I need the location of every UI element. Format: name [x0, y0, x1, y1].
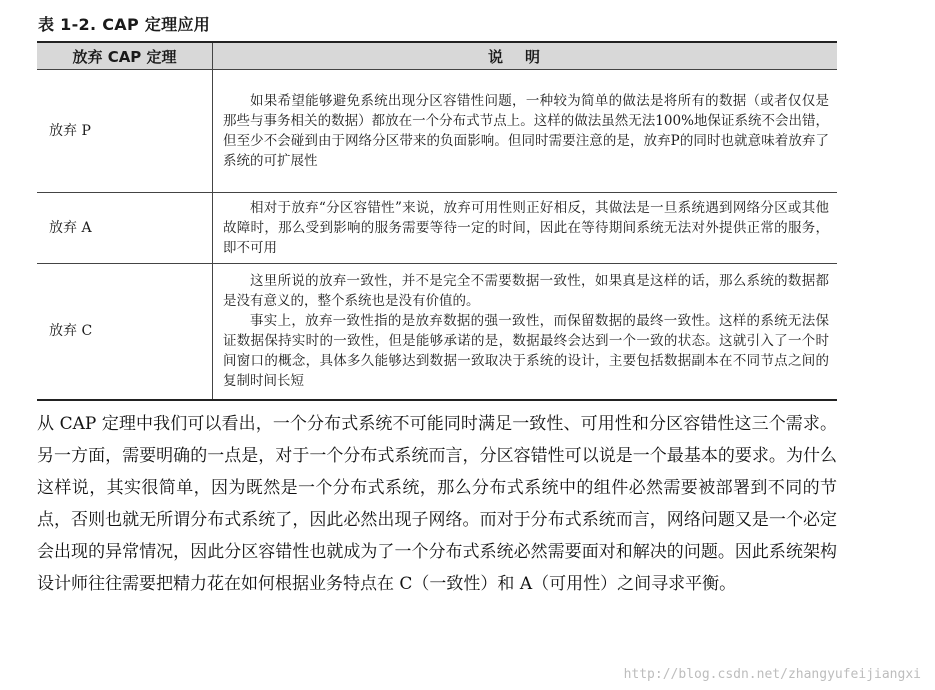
table-row — [37, 264, 837, 400]
body-paragraph: 从 CAP 定理中我们可以看出，一个分布式系统不可能同时满足一致性、可用性和分区容错性这三个需求。另一方面，需要明确的一点是，对于一个分布式系统而言，分区容错性可以说是一个最基本的要求。为什么这样说，其实很简单，因为既然是一个分布式系统，那么分布式系统中的组件必然需要被部署到不同的节点，否则也就无所谓分布式系统了，因此必然出现子网络。而对于分布式系统而言，网络问题又是一个必定会出现的异常情况，因此分区容错性也就成为了一个分布式系统必然需要面对和解决的问题。因此系统架构设计师往往需要把精力花在如何根据业务特点在 C（一致性）和 A（可用性）之间寻求平衡。 — [37, 414, 837, 594]
table-header-row — [37, 42, 837, 70]
row-desc-p — [213, 70, 838, 193]
desc-paragraph: 如果希望能够避免系统出现分区容错性问题，一种较为简单的做法是将所有的数据（或者仅仅是那些与事务相关的数据）都放在一个分布式节点上。这样的做法虽然无法100%地保证系统不会出错，但至少不会碰到由于网络分区带来的负面影响。但同时需要注意的是，放弃P的同时也就意味着放弃了系统的可扩展性 — [223, 93, 829, 169]
header-give-up: 放弃 CAP 定理 — [37, 42, 213, 70]
desc-paragraph: 事实上，放弃一致性指的是放弃数据的强一致性，而保留数据的最终一致性。这样的系统无法保证数据保持实时的一致性，但是能够承诺的是，数据最终会达到一个一致的状态。这就引入了一个时间窗口的概念，具体多久能够达到数据一致取决于系统的设计，主要包括数据副本在不同节点之间的复制时间长短 — [223, 313, 829, 390]
cap-table-container — [37, 41, 837, 401]
table-caption: 表 1-2. CAP 定理应用 — [38, 15, 211, 34]
header-description: 说明 — [213, 42, 838, 70]
cap-table — [37, 41, 837, 401]
table-row — [37, 70, 837, 193]
row-label-c: 放弃 C — [37, 264, 213, 400]
table-row — [37, 193, 837, 264]
row-desc-a — [213, 193, 838, 264]
row-desc-c — [213, 264, 838, 400]
desc-paragraph: 相对于放弃“分区容错性”来说，放弃可用性则正好相反，其做法是一旦系统遇到网络分区或其他故障时，那么受到影响的服务需要等待一定的时间，因此在等待期间系统无法对外提供正常的服务，即不可用 — [223, 200, 829, 256]
row-label-p: 放弃 P — [37, 70, 213, 193]
desc-paragraph: 这里所说的放弃一致性，并不是完全不需要数据一致性，如果真是这样的话，那么系统的数据都是没有意义的，整个系统也是没有价值的。 — [223, 273, 829, 310]
watermark: http://blog.csdn.net/zhangyufeijiangxi — [623, 667, 921, 682]
row-label-a: 放弃 A — [37, 193, 213, 264]
